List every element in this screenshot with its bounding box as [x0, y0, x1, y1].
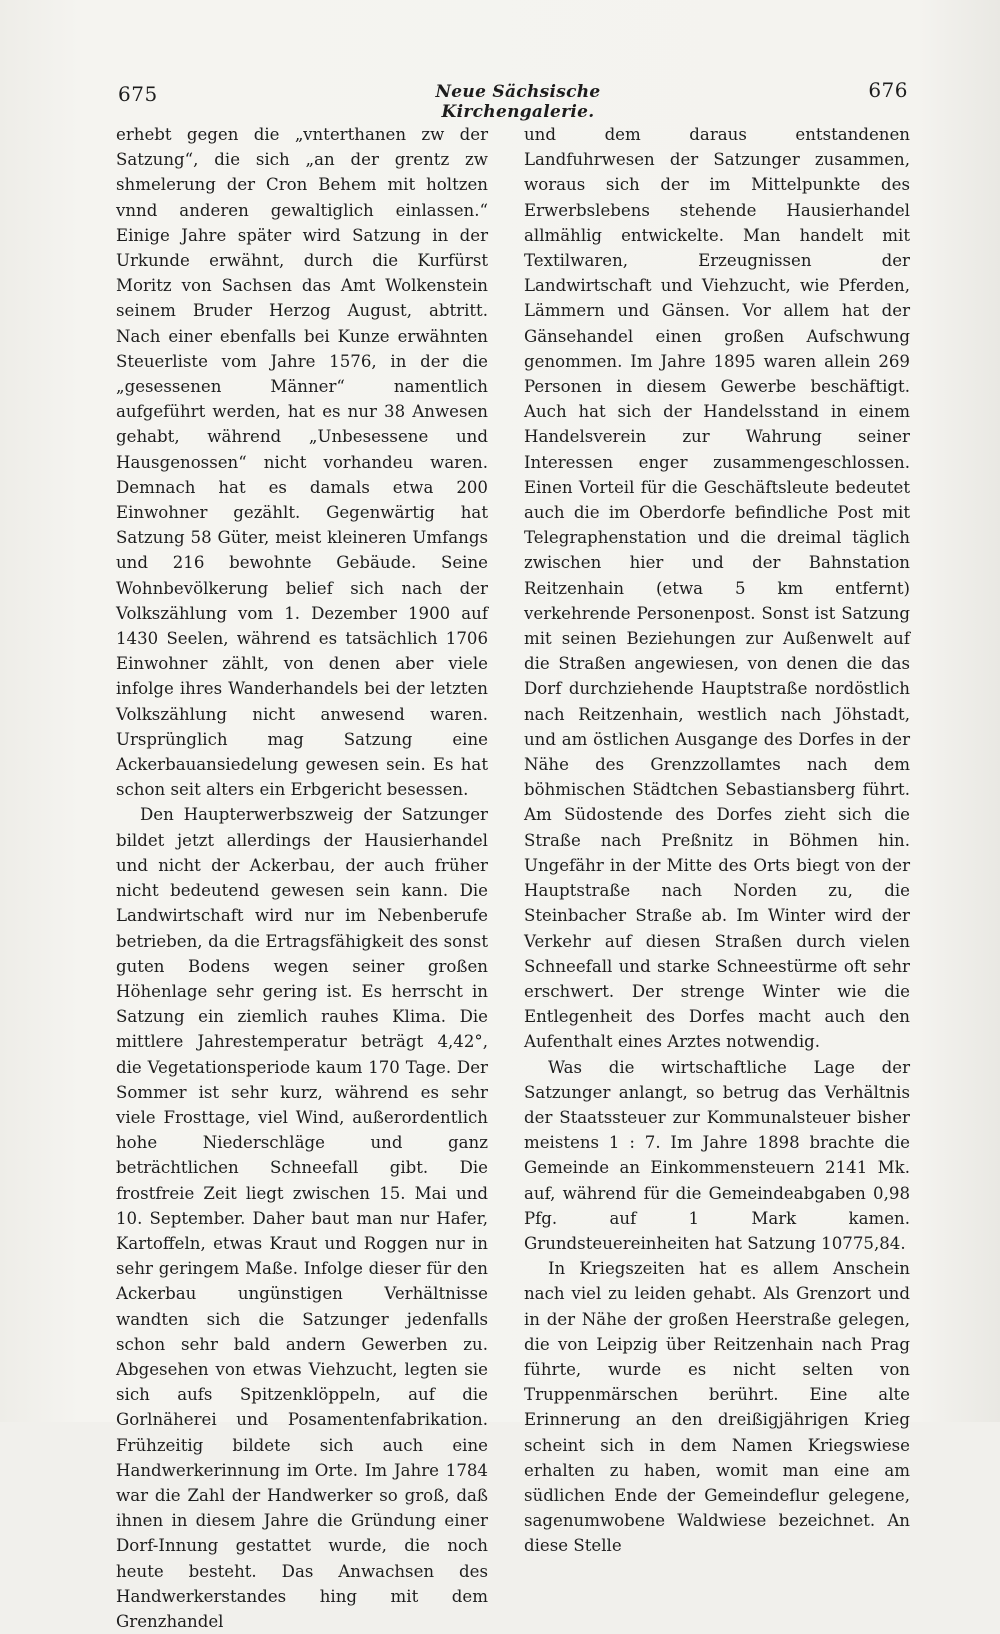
left-column [116, 122, 488, 1631]
page-header [118, 78, 908, 122]
page-number-right: 676 [868, 78, 908, 102]
left-paragraph-1: erhebt gegen die „vnterthanen zw der Satzung“, die sich „an der grentz zw shmelerung der Cron Behem mit holtzen vnnd anderen gewaltiglich einlassen.“ Einige Jahre später wird Satzung in der Urkunde erwähnt, durch die Kurfürst Moritz von Sachsen das Amt Wolkenstein seinem Bruder Herzog August, abtritt. Nach einer ebenfalls bei Kunze erwähnten Steuerliste vom Jahre 1576, in der die „gesessenen Männer“ namentlich aufgeführt werden, hat es nur 38 Anwesen gehabt, während „Unbesessene und Hausgenossen“ nicht vorhandeu waren. Demnach hat es damals etwa 200 Einwohner gezählt. Gegenwärtig hat Satzung 58 Güter, meist kleineren Umfangs und 216 bewohnte Gebäude. Seine Wohnbevölkerung belief sich nach der Volkszählung vom 1. Dezember 1900 auf 1430 Seelen, während es tatsächlich 1706 Einwohner zählt, von denen aber viele infolge ihres Wanderhandels bei der letzten Volkszählung nicht anwesend waren. Ursprünglich mag Satzung eine Ackerbauansiedelung gewesen sein. Es hat schon seit alters ein Erbgericht besessen. [116, 125, 488, 800]
page-number-left: 675 [118, 82, 158, 106]
right-column [524, 122, 910, 1556]
right-paragraph-1: und dem daraus entstandenen Landfuhrwesen der Satzunger zusammen, woraus sich der im Mittelpunkte des Erwerbslebens stehende Hausierhandel allmählig entwickelte. Man handelt mit Textilwaren, Erzeugnissen der Landwirtschaft und Viehzucht, wie Pferden, Lämmern und Gänsen. Vor allem hat der Gänsehandel einen großen Aufschwung genommen. Im Jahre 1895 waren allein 269 Personen in diesem Gewerbe beschäftigt. Auch hat sich der Handelsstand in einem Handelsverein zur Wahrung seiner Interessen enger zusammengeschlossen. Einen Vorteil für die Geschäftsleute bedeutet auch die im Oberdorfe befindliche Post mit Telegraphenstation und die dreimal täglich zwischen hier und der Bahnstation Reitzenhain (etwa 5 km entfernt) verkehrende Personenpost. Sonst ist Satzung mit seinen Beziehungen zur Außenwelt auf die Straßen angewiesen, von denen die das Dorf durchziehende Hauptstraße nordöstlich nach Reitzenhain, westlich nach Jöhstadt, und am östlichen Ausgange des Dorfes in der Nähe des Grenzzollamtes nach dem böhmischen Städtchen Sebastiansberg führt. Am Südostende des Dorfes zieht sich die Straße nach Preßnitz in Böhmen hin. Ungefähr in der Mitte des Orts biegt von der Hauptstraße nach Norden zu, die Steinbacher Straße ab. Im Winter wird der Verkehr auf diesen Straßen durch vielen Schneefall und starke Schneestürme oft sehr erschwert. Der strenge Winter wie die Entlegenheit des Dorfes macht auch den Aufenthalt eines Arztes notwendig. [524, 125, 910, 1052]
running-title: Neue Sächsische Kirchengalerie. [435, 82, 601, 122]
left-paragraph-2: Den Haupterwerbszweig der Satzunger bildet jetzt allerdings der Hausierhandel und nicht der Ackerbau, der auch früher nicht bedeutend gewesen sein kann. Die Landwirtschaft wird nur im Nebenberufe betrieben, da die Ertragsfähigkeit des sonst guten Bodens wegen seiner großen Höhenlage sehr gering ist. Es herrscht in Satzung ein ziemlich rauhes Klima. Die mittlere Jahrestemperatur beträgt 4,42°, die Vegetationsperiode kaum 170 Tage. Der Sommer ist sehr kurz, während es sehr viele Frosttage, viel Wind, außerordentlich hohe Niederschläge und ganz beträchtlichen Schneefall gibt. Die frostfreie Zeit liegt zwischen 15. Mai und 10. September. Daher baut man nur Hafer, Kartoffeln, etwas Kraut und Roggen nur in sehr geringem Maße. Infolge dieser für den Ackerbau ungünstigen Verhältnisse wandten sich die Satzunger jedenfalls schon sehr bald andern Gewerben zu. Abgesehen von etwas Viehzucht, legten sie sich aufs Spitzenklöppeln, auf die Gorlnäherei und Posamentenfabrikation. Frühzeitig bildete sich auch eine Handwerkerinnung im Orte. Im Jahre 1784 war die Zahl der Handwerker so groß, daß ihnen in diesem Jahre die Gründung einer Dorf-Innung gestattet wurde, die noch heute besteht. Das Anwachsen des Handwerkerstandes hing mit dem Grenzhandel [116, 805, 488, 1631]
right-paragraph-2: Was die wirtschaftliche Lage der Satzunger anlangt, so betrug das Verhältnis der Staatssteuer zur Kommunalsteuer bisher meistens 1 : 7. Im Jahre 1898 brachte die Gemeinde an Einkommensteuern 2141 Mk. auf, während für die Gemeindeabgaben 0,98 Pfg. auf 1 Mark kamen. Grundsteuereinheiten hat Satzung 10775,84. [524, 1057, 910, 1253]
right-paragraph-3: In Kriegszeiten hat es allem Anschein nach viel zu leiden gehabt. Als Grenzort und in der Nähe der großen Heerstraße gelegen, die von Leipzig über Reitzenhain nach Prag führte, wurde es nicht selten von Truppenmärschen berührt. Eine alte Erinnerung an den dreißigjährigen Krieg scheint sich in dem Namen Kriegswiese erhalten zu haben, womit man eine am südlichen Ende der Gemeindeflur gelegene, sagenumwobene Waldwiese bezeichnet. An diese Stelle [524, 1259, 910, 1556]
